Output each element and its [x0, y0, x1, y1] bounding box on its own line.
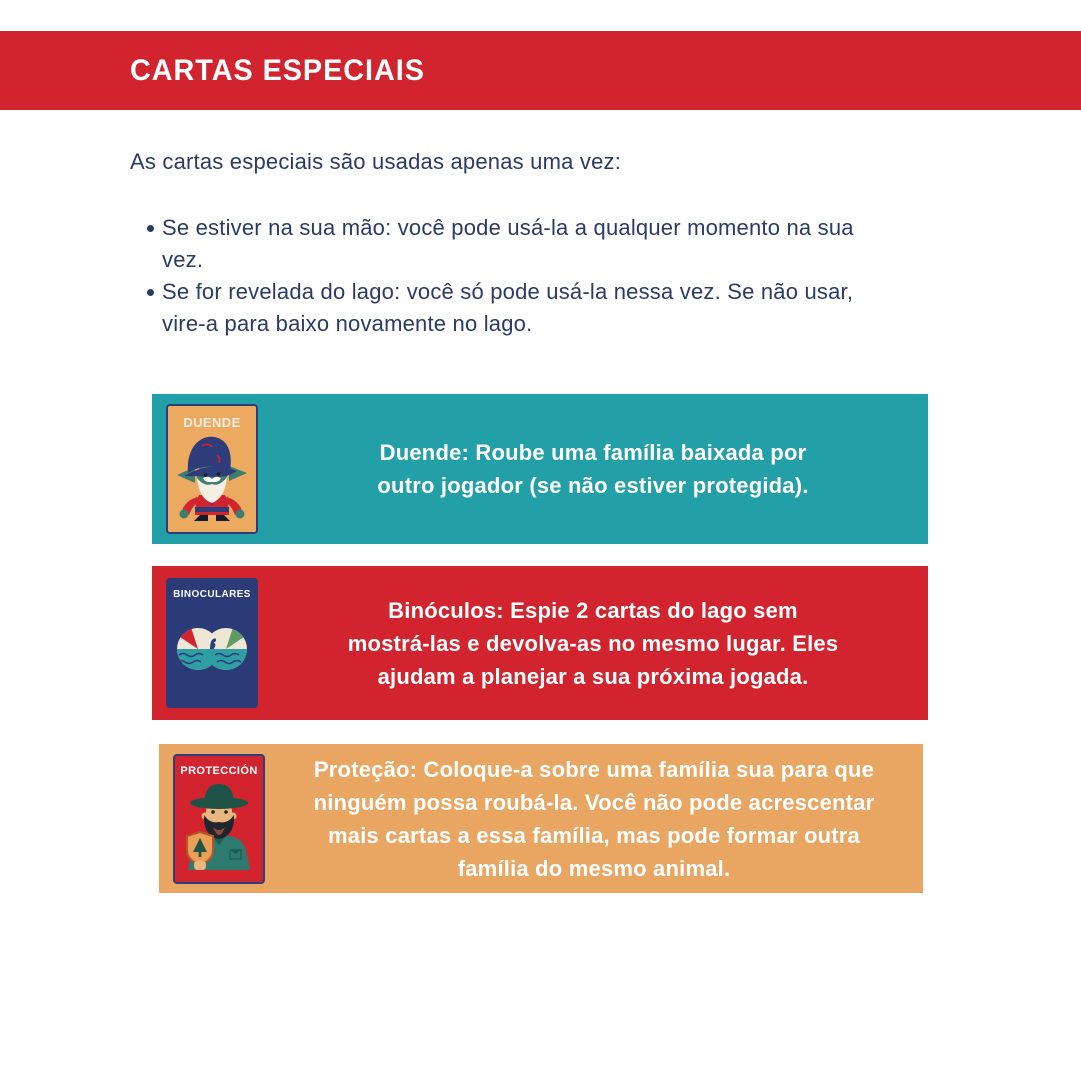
card-thumbnail-binoculares [166, 578, 258, 708]
binoculars-icon [169, 600, 255, 698]
rule-description [258, 594, 928, 693]
rule-box-binoculos [152, 566, 928, 720]
text-line: outro jogador (se não estiver protegida). [377, 473, 809, 498]
text-line: ninguém possa roubá-la. Você não pode acrescentar [313, 789, 875, 815]
text-line: vez. [162, 247, 204, 272]
list-item [147, 212, 854, 276]
card-title: PROTECCIÓN [180, 764, 258, 777]
bullet-text [162, 212, 854, 276]
text-line: família do mesmo animal. [457, 855, 731, 881]
ranger-icon [176, 777, 262, 875]
card-title: DUENDE [183, 415, 241, 430]
list-item [147, 276, 854, 340]
bullet-text [162, 276, 853, 340]
text-line: mais cartas a essa família, mas pode formar outra [328, 822, 860, 848]
bullet-list [147, 212, 854, 340]
rule-box-protecao [159, 744, 923, 893]
bullet-dot [147, 289, 154, 296]
text-line: Duende: Roube uma família baixada por [379, 440, 807, 465]
text-line: vire-a para baixo novamente no lago. [162, 311, 533, 336]
page-title: CARTAS ESPECIAIS [130, 53, 425, 87]
card-thumbnail-duende [166, 404, 258, 534]
intro-text: As cartas especiais são usadas apenas uma vez: [130, 149, 622, 174]
text-line: Binóculos: Espie 2 cartas do lago sem [388, 597, 798, 623]
text-line: mostrá-las e devolva-as no mesmo lugar. Eles [347, 630, 839, 656]
card-thumbnail-proteccion [173, 754, 265, 884]
rule-description [265, 753, 923, 885]
text-line: Se for revelada do lago: você só pode usá-la nessa vez. Se não usar, [162, 279, 854, 304]
bullet-dot [147, 225, 154, 232]
section-header-banner [0, 31, 1081, 110]
text-line: Se estiver na sua mão: você pode usá-la a qualquer momento na sua [162, 215, 854, 240]
card-title: BINOCULARES [173, 589, 251, 600]
gnome-icon [169, 430, 255, 528]
rule-description [258, 436, 928, 502]
text-line: Proteção: Coloque-a sobre uma família sua para que [313, 756, 875, 782]
text-line: ajudam a planejar a sua próxima jogada. [377, 663, 809, 689]
rule-box-duende [152, 394, 928, 544]
